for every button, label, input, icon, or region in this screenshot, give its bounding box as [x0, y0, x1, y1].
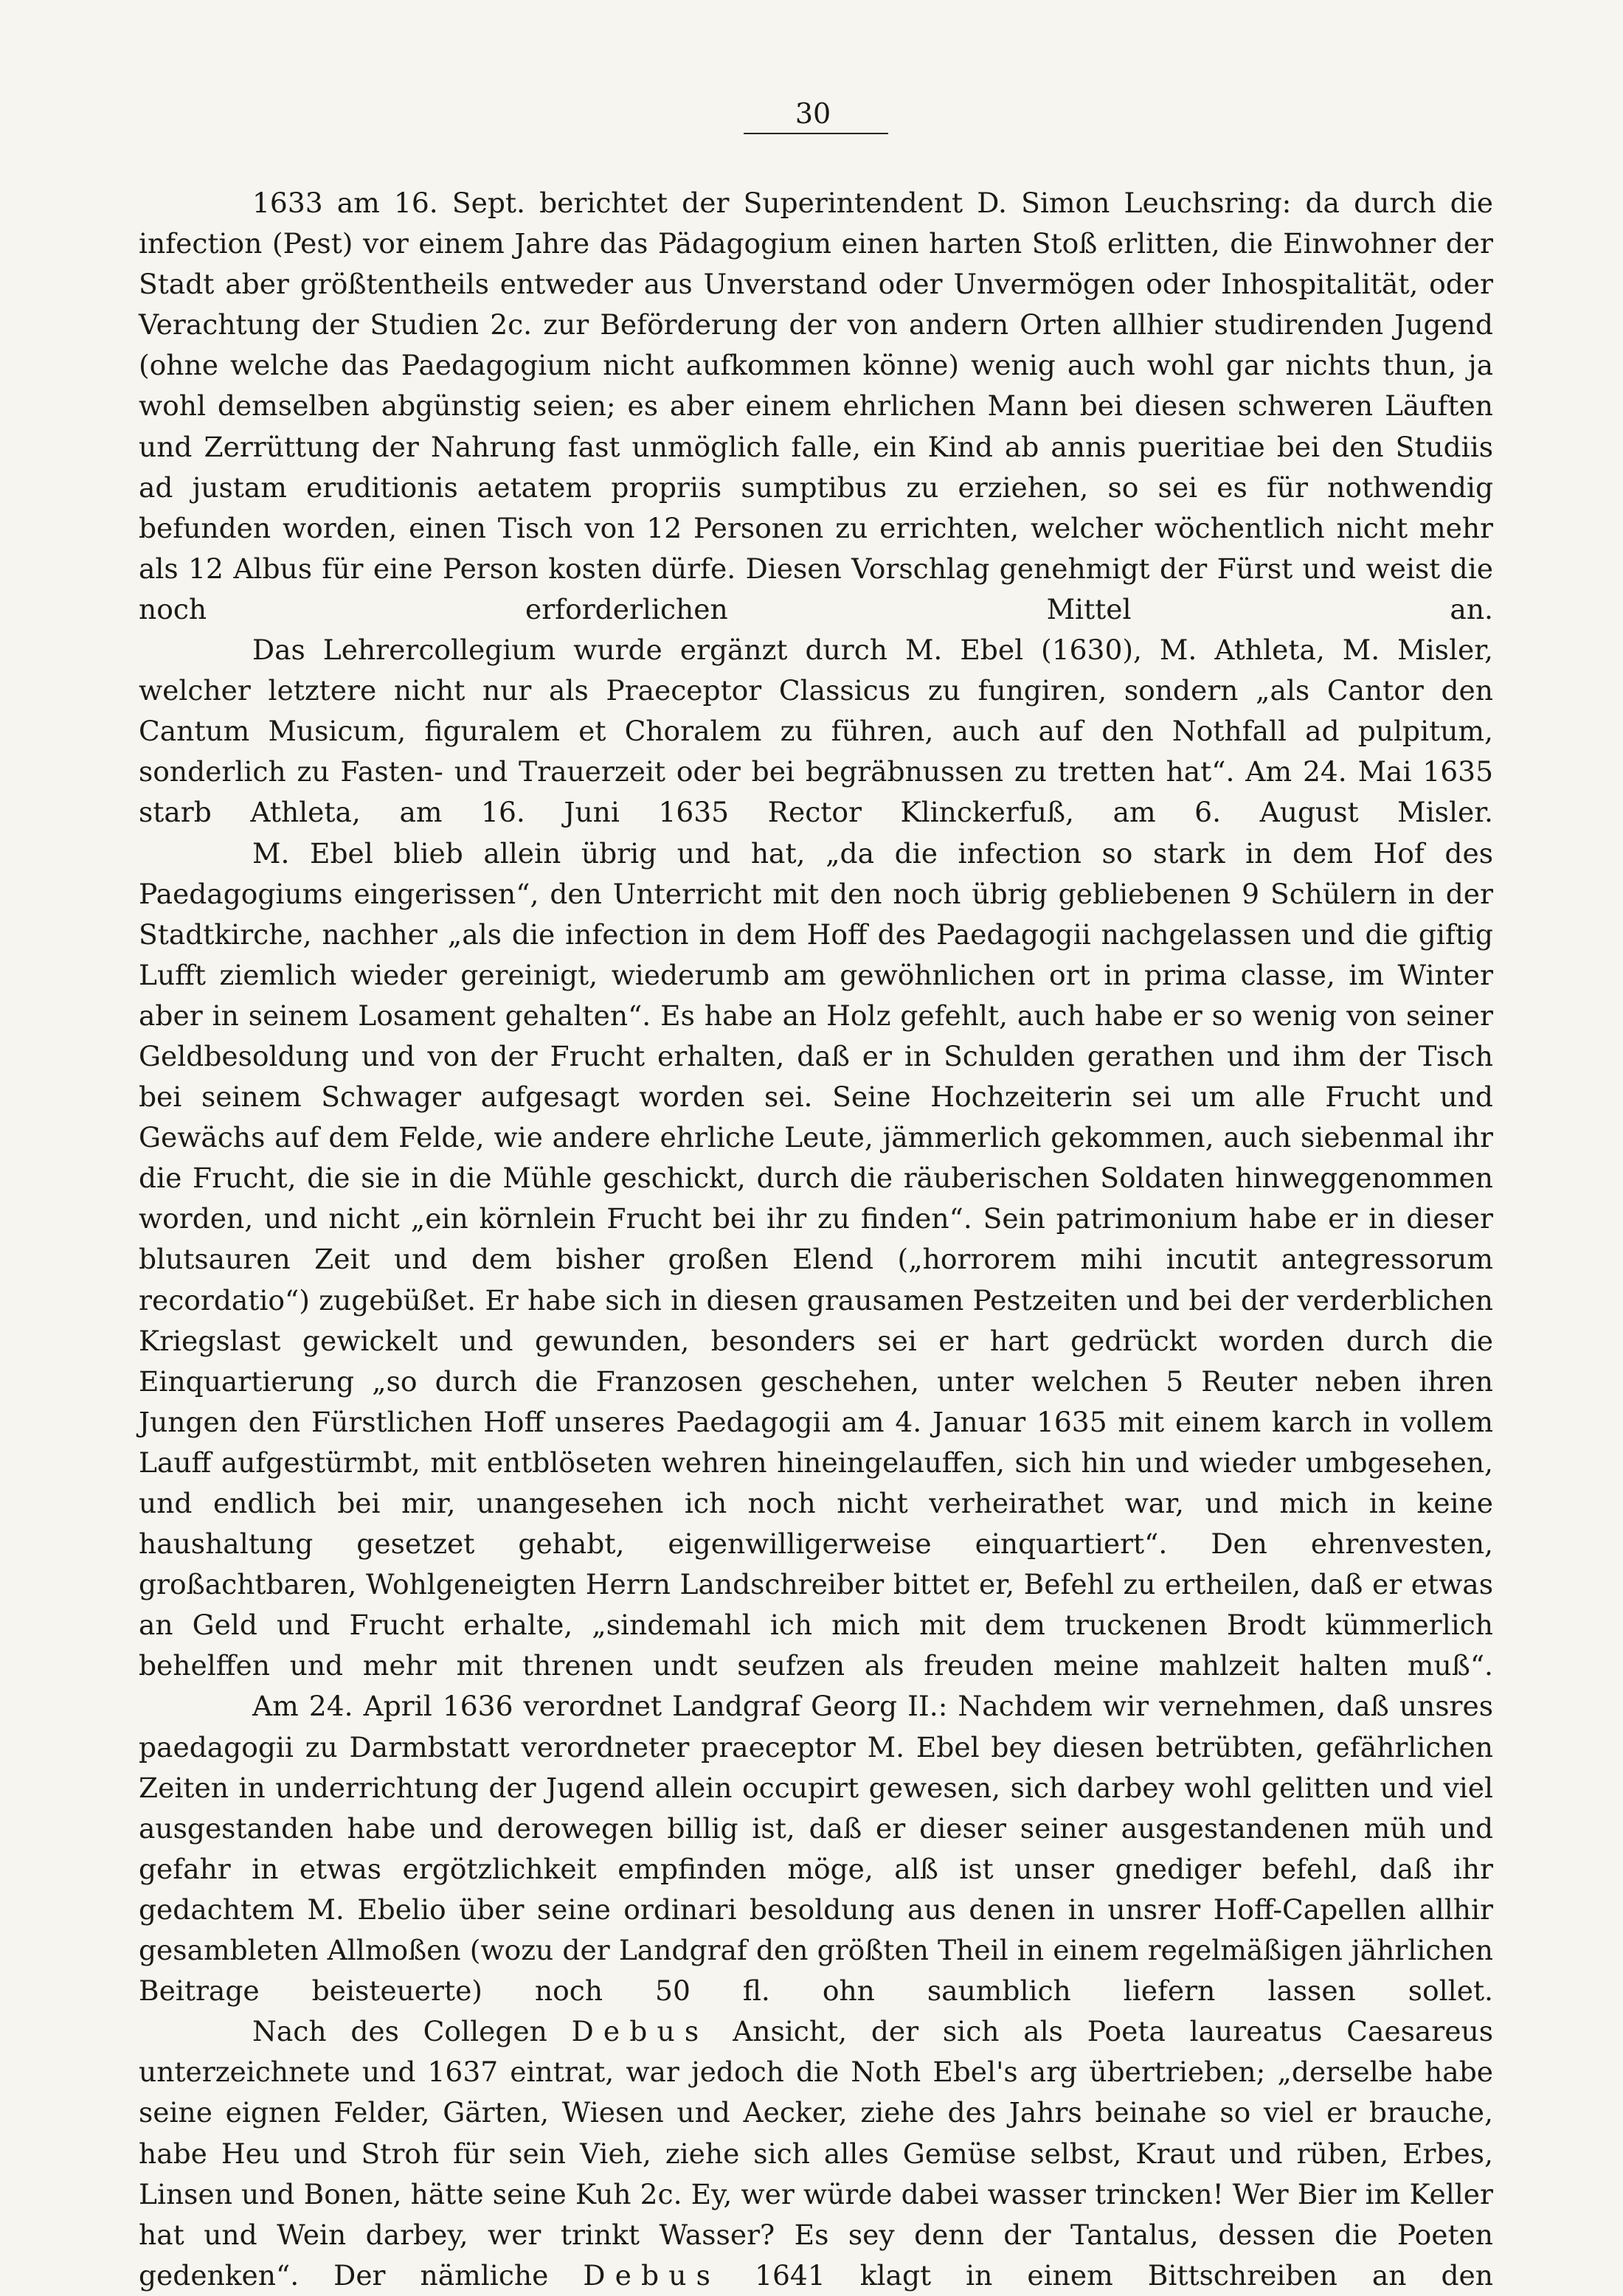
- paragraph-1: 1633 am 16. Sept. berichtet der Superintendent D. Simon Leuchsring: da durch die infection (Pest) vor einem Jahre das Pädagogium einen harten Stoß erlitten, die Einwohner der Stadt aber größtentheils entweder aus Unverstand oder Unvermögen oder Inhospitalität, oder Verachtung der Studien 2c. zur Beförderung der von andern Orten allhier studirenden Jugend (ohne welche das Paedagogium nicht aufkommen könne) wenig auch wohl gar nichts thun, ja wohl demselben abgünstig seien; es aber einem ehrlichen Mann bei diesen schweren Läuften und Zerrüttung der Nahrung fast unmöglich falle, ein Kind ab annis pueritiae bei den Studiis ad justam eruditionis aetatem propriis sumptibus zu erziehen, so sei es für nothwendig befunden worden, einen Tisch von 12 Personen zu errichten, welcher wöchentlich nicht mehr als 12 Albus für eine Person kosten dürfe. Diesen Vorschlag genehmigt der Fürst und weist die noch erforderlichen Mittel an.: [139, 187, 1493, 625]
- body-text: [139, 183, 1493, 2296]
- paragraph-5-text-after: 1641 klagt in einem Bittschreiben an den: [720, 2258, 1493, 2292]
- paragraph-5: [139, 2011, 1493, 2296]
- paragraph-5-text-before: Nach des Collegen: [252, 2015, 572, 2048]
- paragraph-4: Am 24. April 1636 verordnet Landgraf Georg II.: Nachdem wir vernehmen, daß unsres paedagogii zu Darmbstatt verordneter praeceptor M. Ebel bey diesen betrübten, gefährlichen Zeiten in underrichtung der Jugend allein occupirt gewesen, sich darbey wohl gelitten und viel ausgestanden habe und derowegen billig ist, daß er dieser seiner ausgestandenen müh und gefahr in etwas ergötzlichkeit empfinden möge, alß ist unser gnediger befehl, daß ihr gedachtem M. Ebelio über seine ordinari besoldung aus denen in unsrer Hoff-Capellen allhir gesambleten Allmoßen (wozu der Landgraf den größten Theil in einem regelmäßigen jährlichen Beitrage beisteuerte) noch 50 fl. ohn saumblich liefern lassen sollet.: [139, 1690, 1493, 2008]
- spaced-name-debus: Debus: [571, 2015, 709, 2048]
- paragraph-5-text-middle: Ansicht, der sich als Poeta laureatus Caesareus unterzeichnete und 1637 eintrat, war jedoch die Noth Ebel's arg übertrieben; „derselbe habe seine eignen Felder, Gärten, Wiesen und Aecker, ziehe des Jahrs beinahe so viel er brauche, habe Heu und Stroh für sein Vieh, ziehe sich alles Gemüse selbst, Kraut und rüben, Erbes, Linsen und Bonen, hätte seine Kuh 2c. Ey, wer würde dabei wasser trincken! Wer Bier im Keller hat und Wein darbey, wer trinkt Wasser? Es sey denn der Tantalus, dessen die Poeten gedenken“. Der nämliche: [139, 2015, 1494, 2292]
- page-number: 30: [795, 97, 831, 130]
- paragraph-2: Das Lehrercollegium wurde ergänzt durch M. Ebel (1630), M. Athleta, M. Misler, welcher letztere nicht nur als Praeceptor Classicus zu fungiren, sondern „als Cantor den Cantum Musicum, figuralem et Choralem zu führen, auch auf den Nothfall ad pulpitum, sonderlich zu Fasten- und Trauerzeit oder bei begräbnussen zu tretten hat“. Am 24. Mai 1635 starb Athleta, am 16. Juni 1635 Rector Klinckerfuß, am 6. August Misler.: [139, 634, 1493, 829]
- paragraph-3: M. Ebel blieb allein übrig und hat, „da die infection so stark in dem Hof des Paedagogiums eingerissen“, den Unterricht mit den noch übrig gebliebenen 9 Schülern in der Stadtkirche, nachher „als die infection in dem Hoff des Paedagogii nachgelassen und die giftig Lufft ziemlich wieder gereinigt, wiederumb am gewöhnlichen ort in prima classe, im Winter aber in seinem Losament gehalten“. Es habe an Holz gefehlt, auch habe er so wenig von seiner Geldbesoldung und von der Frucht erhalten, daß er in Schulden gerathen und ihm der Tisch bei seinem Schwager aufgesagt worden sei. Seine Hochzeiterin sei um alle Frucht und Gewächs auf dem Felde, wie andere ehrliche Leute, jämmerlich gekommen, auch siebenmal ihr die Frucht, die sie in die Mühle geschickt, durch die räuberischen Soldaten hinweggenommen worden, und nicht „ein körnlein Frucht bei ihr zu finden“. Sein patrimonium habe er in dieser blutsauren Zeit und dem bisher großen Elend („horrorem mihi incutit antegressorum recordatio“) zugebüßet. Er habe sich in diesen grausamen Pestzeiten und bei der verderblichen Kriegslast gewickelt und gewunden, besonders sei er hart gedrückt worden durch die Einquartierung „so durch die Franzosen geschehen, unter welchen 5 Reuter neben ihren Jungen den Fürstlichen Hoff unseres Paedagogii am 4. Januar 1635 mit einem karch in vollem Lauff aufgestürmbt, mit entblöseten wehren hineingelauffen, sich hin und wieder umbgesehen, und endlich bei mir, unangesehen ich noch nicht verheirathet war, und mich in keine haushaltung gesetzet gehabt, eigenwilligerweise einquartiert“. Den ehrenvesten, großachtbaren, Wohlgeneigten Herrn Landschreiber bittet er, Befehl zu ertheilen, daß er etwas an Geld und Frucht erhalte, „sindemahl ich mich mit dem truckenen Brodt kümmerlich behelffen und mehr mit threnen undt seufzen als freuden meine mahlzeit halten muß“.: [139, 836, 1493, 1682]
- spaced-name-debus-2: Debus: [583, 2258, 721, 2292]
- page-number-rule: [744, 133, 888, 134]
